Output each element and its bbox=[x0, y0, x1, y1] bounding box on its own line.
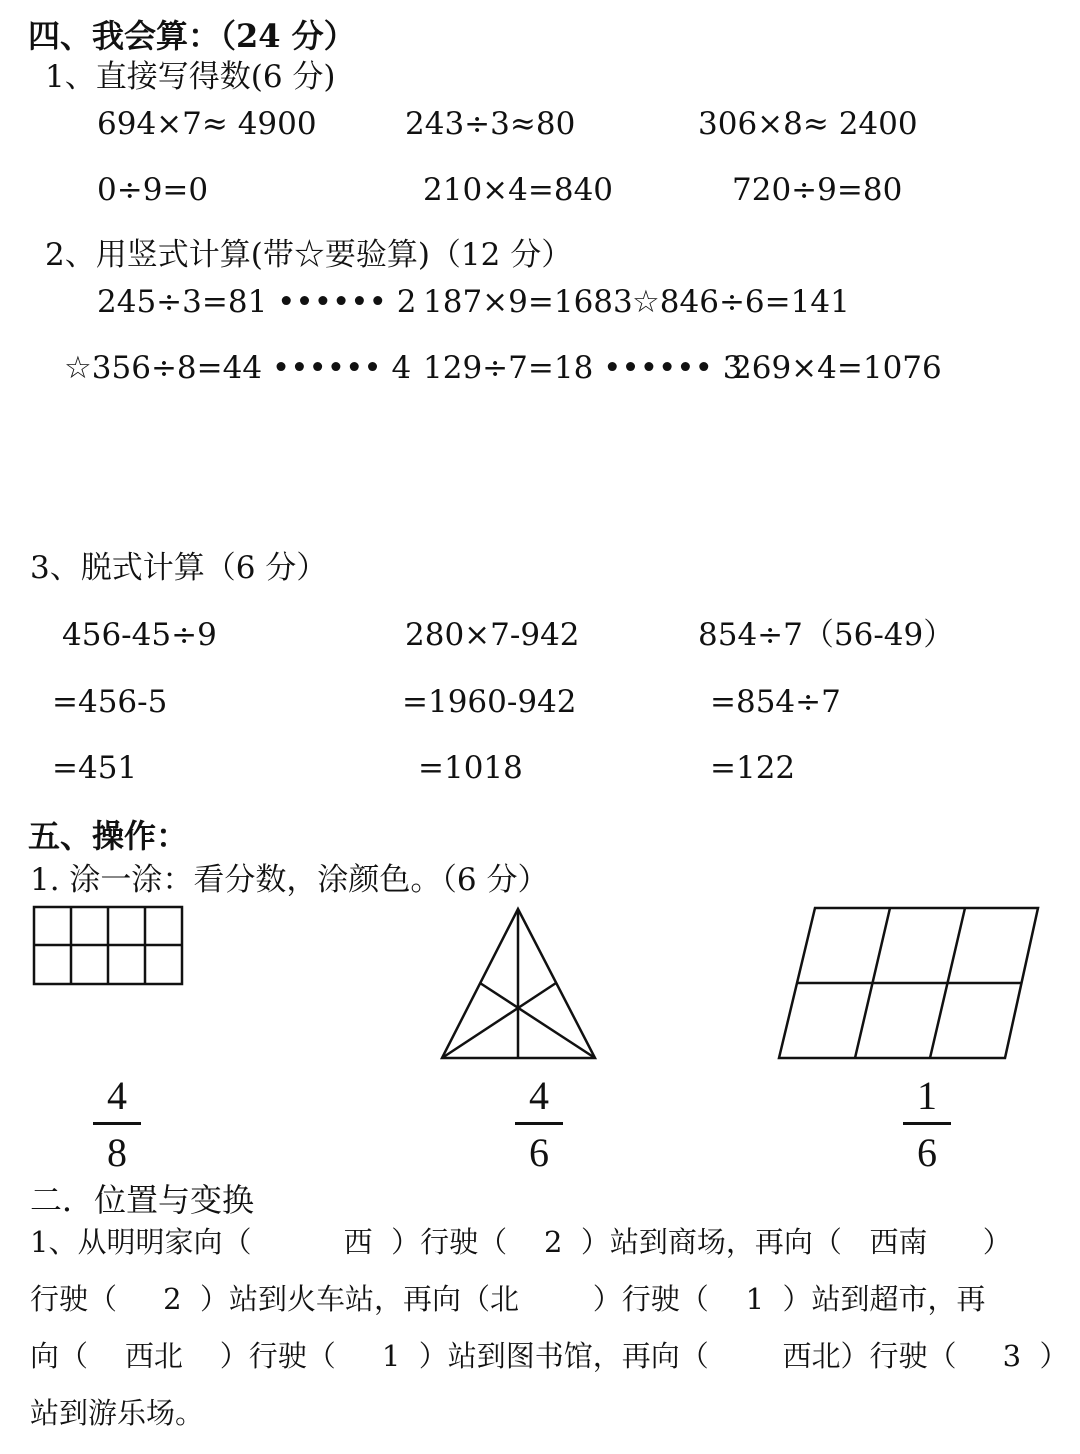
fraction-numerator: 1 bbox=[917, 1073, 937, 1118]
fraction-triangle bbox=[509, 1073, 569, 1175]
q3-step: 280×7-942 bbox=[405, 617, 580, 653]
q3-step: =122 bbox=[710, 750, 796, 786]
fraction-denominator: 8 bbox=[107, 1130, 127, 1175]
q2-item: 245÷3=81 •••••• 2 bbox=[97, 284, 417, 320]
fraction-bar bbox=[903, 1122, 951, 1125]
q3-step: =451 bbox=[52, 750, 138, 786]
q1-item: 306×8≈ 2400 bbox=[698, 106, 918, 142]
q1-item: 210×4=840 bbox=[423, 172, 614, 208]
q3-step: 854÷7（56-49） bbox=[698, 617, 955, 653]
route-line: 1、从明明家向（ 西 ）行驶（ 2 ）站到商场，再向（ 西南 ） bbox=[30, 1225, 1012, 1259]
route-line: 站到游乐场。 bbox=[30, 1396, 205, 1430]
fraction-denominator: 6 bbox=[529, 1130, 549, 1175]
q2-item: 269×4=1076 bbox=[732, 350, 942, 386]
q1-item: 694×7≈ 4900 bbox=[97, 106, 317, 142]
q3-step: 456-45÷9 bbox=[62, 617, 217, 653]
q2-item: ☆846÷6=141 bbox=[632, 284, 850, 320]
q1-title: 1、直接写得数(6 分) bbox=[45, 59, 336, 95]
fraction-rectangle bbox=[87, 1073, 147, 1175]
fraction-numerator: 4 bbox=[107, 1073, 127, 1118]
section2-title: 二．位置与变换 bbox=[30, 1181, 255, 1219]
route-line: 行驶（ 2 ）站到火车站，再向（北 ）行驶（ 1 ）站到超市，再 bbox=[30, 1282, 986, 1316]
q2-item: ☆356÷8=44 •••••• 4 bbox=[64, 350, 412, 386]
q2-item: 129÷7=18 •••••• 3 bbox=[423, 350, 743, 386]
q2-item: 187×9=1683 bbox=[423, 284, 633, 320]
fraction-numerator: 4 bbox=[529, 1073, 549, 1118]
triangle-divided bbox=[442, 909, 595, 1058]
fraction-bar bbox=[515, 1122, 563, 1125]
q3-step: =456-5 bbox=[52, 684, 168, 720]
coloring-task-title: 1. 涂一涂：看分数，涂颜色。（6 分） bbox=[30, 862, 549, 898]
fraction-parallelogram bbox=[897, 1073, 957, 1175]
q2-title: 2、用竖式计算(带☆要验算)（12 分） bbox=[45, 237, 573, 273]
parallelogram-divided bbox=[779, 908, 1038, 1058]
q3-title: 3、脱式计算（6 分） bbox=[30, 550, 328, 586]
q3-step: =1018 bbox=[418, 750, 523, 786]
q1-item: 0÷9=0 bbox=[97, 172, 209, 208]
q1-item: 720÷9=80 bbox=[732, 172, 903, 208]
fraction-denominator: 6 bbox=[917, 1130, 937, 1175]
q3-step: =854÷7 bbox=[710, 684, 841, 720]
rectangle-grid bbox=[34, 907, 182, 984]
fraction-bar bbox=[93, 1122, 141, 1125]
route-line: 向（ 西北 ）行驶（ 1 ）站到图书馆，再向（ 西北）行驶（ 3 ） bbox=[30, 1339, 1069, 1373]
section4-title: 四、我会算：（24 分） bbox=[28, 17, 356, 55]
q3-step: =1960-942 bbox=[402, 684, 577, 720]
q1-item: 243÷3≈80 bbox=[405, 106, 576, 142]
section5-title: 五、操作： bbox=[28, 817, 189, 855]
